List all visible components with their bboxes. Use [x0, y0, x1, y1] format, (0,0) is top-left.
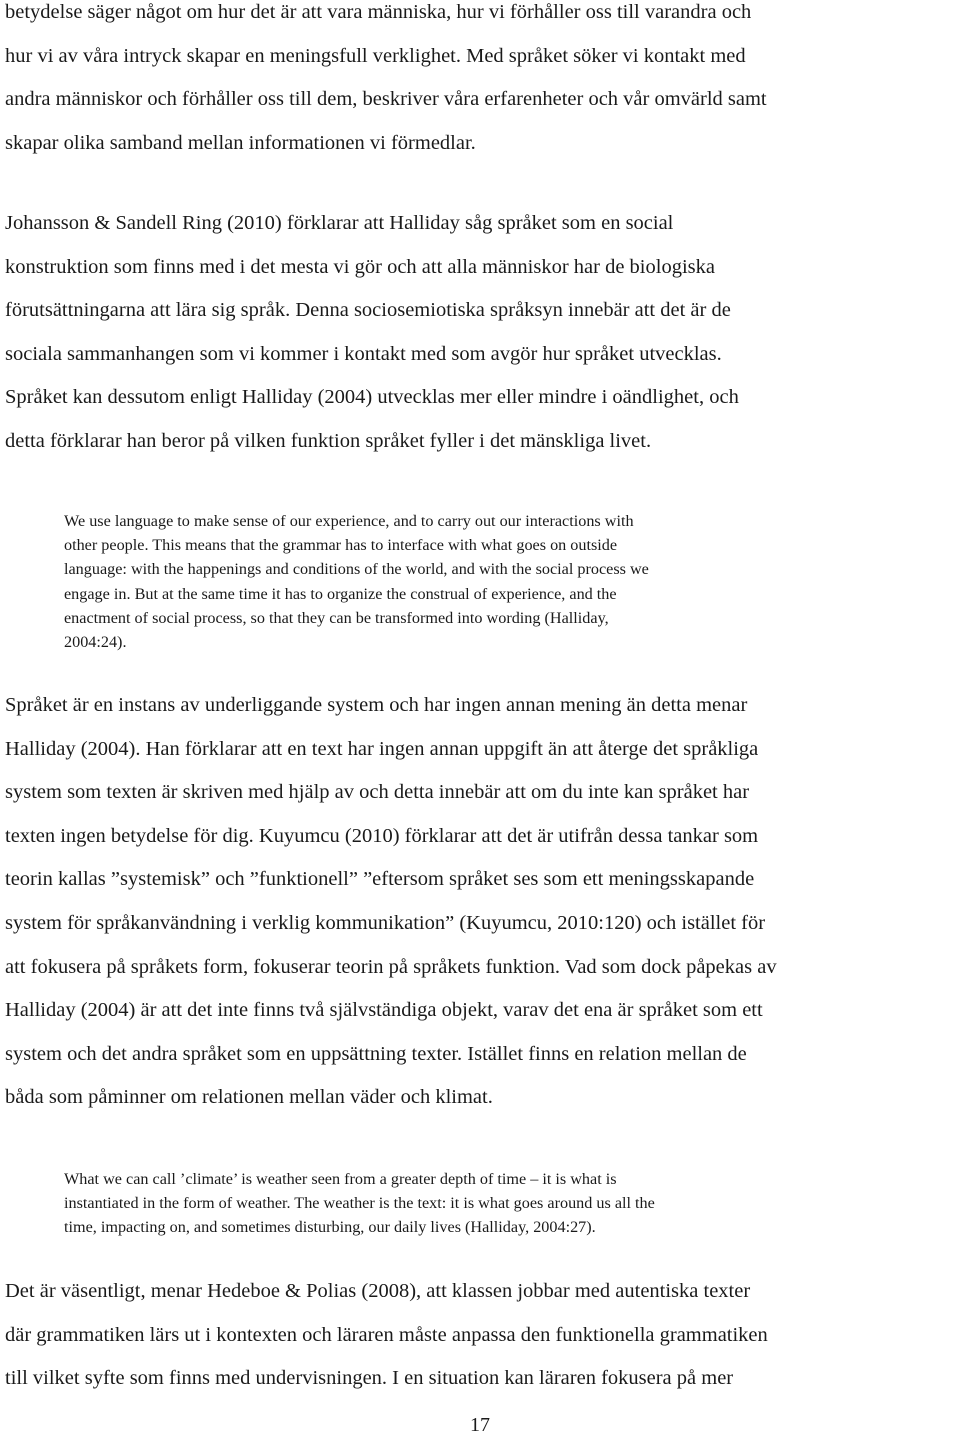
text-line: system som texten är skriven med hjälp av och detta innebär att om du inte kan språket har	[5, 781, 750, 804]
text-line: Språket är en instans av underliggande system och har ingen annan mening än detta menar	[5, 694, 748, 716]
text-line: texten ingen betydelse för dig. Kuyumcu (2010) förklarar att det är utifrån dessa tankar som	[5, 824, 759, 847]
text-line: Halliday (2004) är att det inte finns två självständiga objekt, varav det ena är språket som ett	[5, 999, 763, 1022]
block-quote	[64, 1167, 944, 1240]
text-line: detta förklarar han beror på vilken funktion språket fyller i det mänskliga livet.	[5, 429, 652, 452]
text-line: skapar olika samband mellan informationen vi förmedlar.	[5, 131, 476, 154]
quote-line: other people. This means that the grammar has to interface with what goes on outside	[64, 536, 618, 555]
body-paragraph	[5, 0, 955, 165]
text-line: båda som påminner om relationen mellan väder och klimat.	[5, 1086, 493, 1109]
text-line: andra människor och förhåller oss till dem, beskriver våra erfarenheter och vår omvärld samt	[5, 88, 767, 111]
text-line: hur vi av våra intryck skapar en meningsfull verklighet. Med språket söker vi kontakt med	[5, 44, 746, 67]
text-line: att fokusera på språkets form, fokuserar teorin på språkets funktion. Vad som dock påpekas av	[5, 955, 777, 978]
quote-line: enactment of social process, so that they can be transformed into wording (Halliday,	[64, 608, 609, 627]
quote-line: engage in. But at the same time it has to organize the construal of experience, and the	[64, 584, 617, 603]
text-line: där grammatiken lärs ut i kontexten och läraren måste anpassa den funktionella grammatiken	[5, 1323, 768, 1346]
text-line: sociala sammanhangen som vi kommer i kontakt med som avgör hur språket utvecklas.	[5, 342, 722, 365]
text-line: förutsättningarna att lära sig språk. Denna sociosemiotiska språksyn innebär att det är de	[5, 299, 731, 322]
body-paragraph	[5, 1270, 955, 1401]
text-line: konstruktion som finns med i det mesta vi gör och att alla människor har de biologiska	[5, 255, 715, 278]
text-line: Språket kan dessutom enligt Halliday (2004) utvecklas mer eller mindre i oändlighet, och	[5, 386, 739, 409]
quote-line: instantiated in the form of weather. The weather is the text: it is what goes around us all the	[64, 1194, 655, 1213]
text-line: Johansson & Sandell Ring (2010) förklarar att Halliday såg språket som en social	[5, 212, 674, 234]
page-number: 17	[470, 1414, 490, 1436]
body-paragraph	[5, 202, 955, 464]
quote-line: We use language to make sense of our experience, and to carry out our interactions with	[64, 512, 634, 530]
text-line: till vilket syfte som finns med undervisningen. I en situation kan läraren fokusera på mer	[5, 1367, 734, 1390]
quote-line: time, impacting on, and sometimes disturbing, our daily lives (Halliday, 2004:27).	[64, 1218, 596, 1237]
text-line: system och det andra språket som en uppsättning texter. Istället finns en relation mellan de	[5, 1042, 747, 1065]
quote-line: language: with the happenings and conditions of the world, and with the social process we	[64, 560, 649, 579]
text-line: Det är väsentligt, menar Hedeboe & Polias (2008), att klassen jobbar med autentiska texter	[5, 1280, 751, 1302]
text-line: teorin kallas ”systemisk” och ”funktionell” ”eftersom språket ses som ett meningsskapande	[5, 868, 755, 891]
quote-line: What we can call ’climate’ is weather seen from a greater depth of time – it is what is	[64, 1170, 617, 1188]
block-quote	[64, 509, 944, 654]
text-line: Halliday (2004). Han förklarar att en text har ingen annan uppgift än att återge det språkliga	[5, 737, 759, 760]
quote-line: 2004:24).	[64, 633, 127, 652]
body-paragraph	[5, 684, 955, 1120]
text-line: system för språkanvändning i verklig kommunikation” (Kuyumcu, 2010:120) och istället för	[5, 911, 766, 934]
text-line: betydelse säger något om hur det är att vara människa, hur vi förhåller oss till varandra och	[5, 1, 752, 23]
